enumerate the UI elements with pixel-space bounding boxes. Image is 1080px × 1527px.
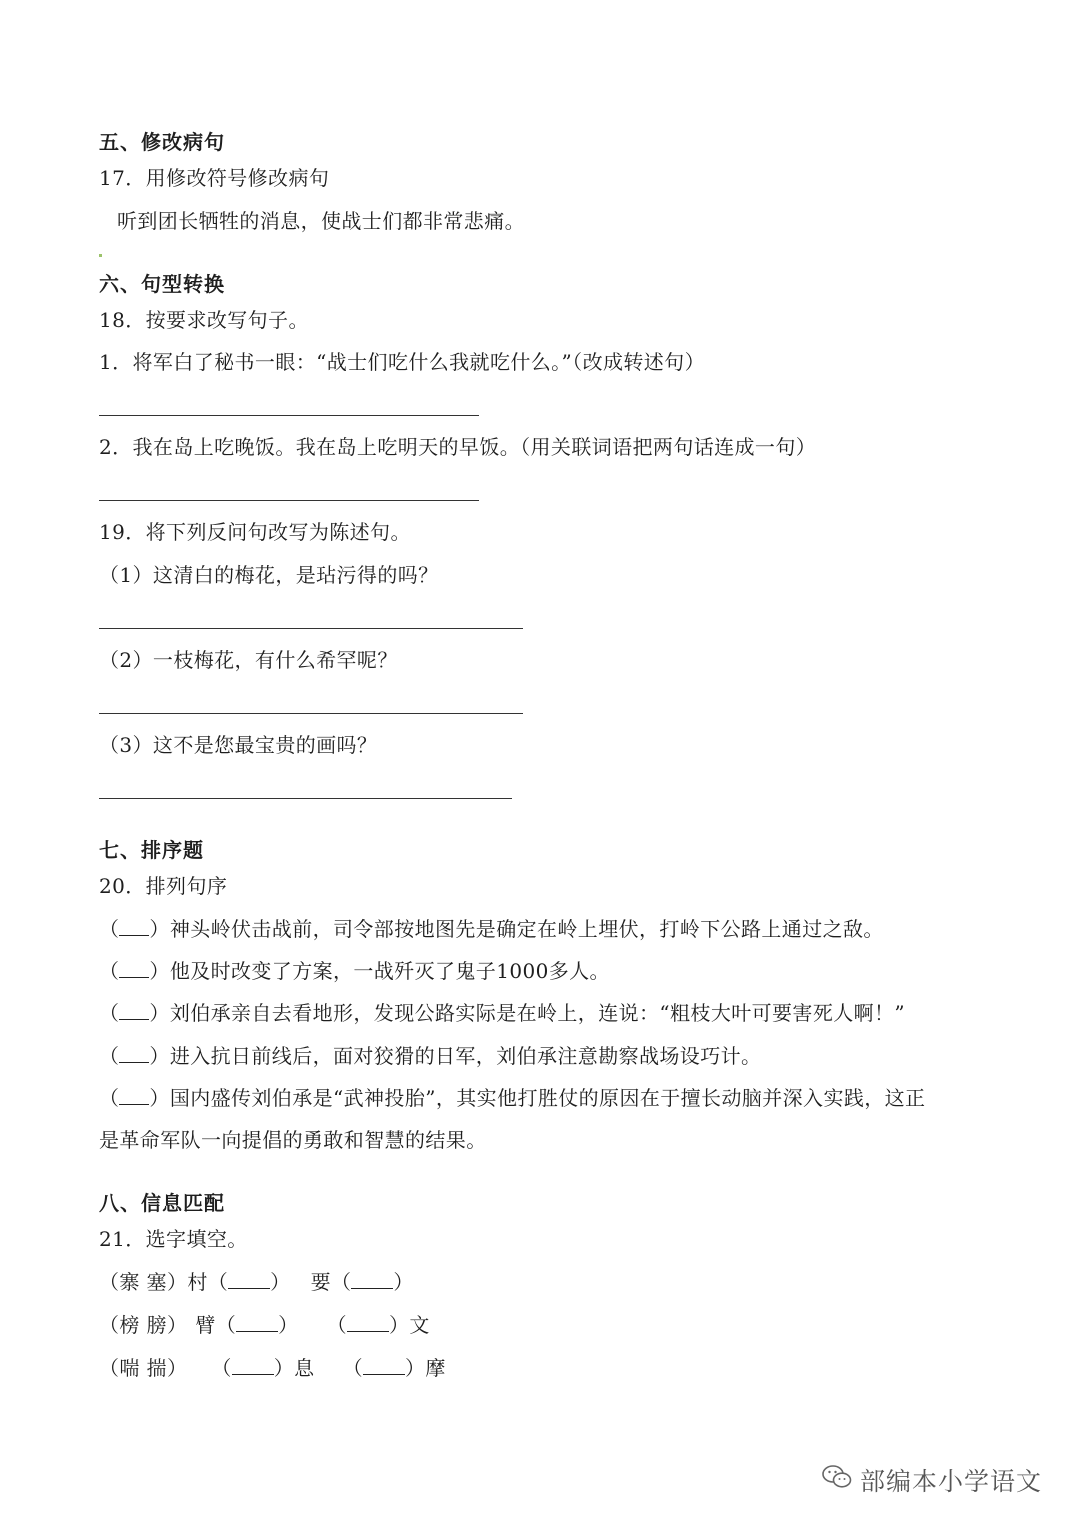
section-heading-8: 八、信息匹配 [99, 1191, 225, 1215]
question-19-item-2: （2）一枝梅花，有什么希罕呢？ [99, 648, 398, 672]
answer-line[interactable] [99, 798, 512, 799]
ordering-blank[interactable] [119, 1001, 149, 1020]
question-19-item-3: （3）这不是您最宝贵的画吗？ [99, 733, 378, 757]
open-paren: （ [99, 1086, 120, 1110]
close-paren: ） [149, 1044, 170, 1068]
open-paren: （ [99, 959, 120, 983]
ordering-item [99, 915, 884, 943]
fill-blank[interactable] [351, 1270, 393, 1289]
fill-row [99, 1354, 446, 1382]
word-suffix: ）息 [273, 1356, 315, 1380]
fill-row [99, 1311, 430, 1339]
question-19-item-1: （1）这清白的梅花，是玷污得的吗？ [99, 563, 439, 587]
question-21-title: 21．选字填空。 [99, 1227, 248, 1251]
char-choices: （寨 塞） [99, 1270, 188, 1294]
section-heading-6: 六、句型转换 [99, 272, 225, 296]
section-heading-7: 七、排序题 [99, 838, 204, 862]
question-19-title: 19．将下列反问句改写为陈述句。 [99, 520, 411, 544]
ordering-item-text: 刘伯承亲自去看地形，发现公路实际是在岭上，连说：“粗枝大叶可要害死人啊！” [169, 1001, 906, 1025]
question-17-title: 17．用修改符号修改病句 [99, 166, 330, 190]
word-prefix: 要（ [310, 1270, 352, 1294]
close-paren: ） [149, 917, 170, 941]
answer-line[interactable] [99, 713, 523, 714]
word-suffix: ）文 [388, 1313, 430, 1337]
char-choices: （榜 膀） [99, 1313, 188, 1337]
ordering-blank[interactable] [119, 959, 149, 978]
ordering-blank[interactable] [119, 1086, 149, 1105]
section-heading-5: 五、修改病句 [99, 130, 225, 154]
fill-blank[interactable] [232, 1356, 274, 1375]
word-prefix: （ [211, 1356, 232, 1380]
ordering-item-text: 进入抗日前线后，面对狡猾的日军，刘伯承注意勘察战场设巧计。 [169, 1044, 762, 1068]
open-paren: （ [99, 1001, 120, 1025]
word-suffix: ） [278, 1313, 299, 1337]
ordering-blank[interactable] [119, 917, 149, 936]
word-suffix: ） [393, 1270, 414, 1294]
close-paren: ） [149, 959, 170, 983]
fill-blank[interactable] [363, 1356, 405, 1375]
ordering-item [99, 999, 905, 1027]
char-choices: （喘 揣） [99, 1356, 188, 1380]
word-suffix: ） [270, 1270, 291, 1294]
wechat-icon [822, 1464, 860, 1496]
word-prefix: 臂（ [195, 1313, 237, 1337]
open-paren: （ [99, 1044, 120, 1068]
word-prefix: （ [326, 1313, 347, 1337]
ordering-item-continuation: 是革命军队一向提倡的勇敢和智慧的结果。 [99, 1128, 487, 1152]
watermark [822, 1462, 1042, 1498]
question-18-item-1: 1．将军白了秘书一眼：“战士们吃什么我就吃什么。”（改成转述句） [99, 350, 705, 374]
ordering-item-text: 神头岭伏击战前，司令部按地图先是确定在岭上埋伏，打岭下公路上通过之敌。 [169, 917, 884, 941]
word-prefix: 村（ [187, 1270, 229, 1294]
stray-mark [99, 254, 102, 257]
ordering-item [99, 1084, 925, 1112]
fill-row [99, 1268, 414, 1296]
question-18-item-2: 2．我在岛上吃晚饭。我在岛上吃明天的早饭。（用关联词语把两句话连成一句） [99, 435, 817, 459]
ordering-item-text: 国内盛传刘伯承是“武神投胎”，其实他打胜仗的原因在于擅长动脑并深入实践，这正 [169, 1086, 926, 1110]
word-suffix: ）摩 [404, 1356, 446, 1380]
question-18-title: 18．按要求改写句子。 [99, 308, 309, 332]
ordering-item-text: 他及时改变了方案，一战歼灭了鬼子1000多人。 [169, 959, 610, 983]
answer-line[interactable] [99, 500, 479, 501]
question-20-title: 20．排列句序 [99, 874, 228, 898]
ordering-item [99, 957, 610, 985]
watermark-text: 部编本小学语文 [860, 1467, 1043, 1496]
fill-blank[interactable] [236, 1313, 278, 1332]
open-paren: （ [99, 917, 120, 941]
close-paren: ） [149, 1001, 170, 1025]
ordering-item [99, 1042, 761, 1070]
answer-line[interactable] [99, 628, 523, 629]
fill-blank[interactable] [228, 1270, 270, 1289]
ordering-blank[interactable] [119, 1044, 149, 1063]
word-prefix: （ [342, 1356, 363, 1380]
fill-blank[interactable] [347, 1313, 389, 1332]
question-17-sentence: 听到团长牺牲的消息，使战士们都非常悲痛。 [117, 209, 525, 233]
close-paren: ） [149, 1086, 170, 1110]
answer-line[interactable] [99, 415, 479, 416]
